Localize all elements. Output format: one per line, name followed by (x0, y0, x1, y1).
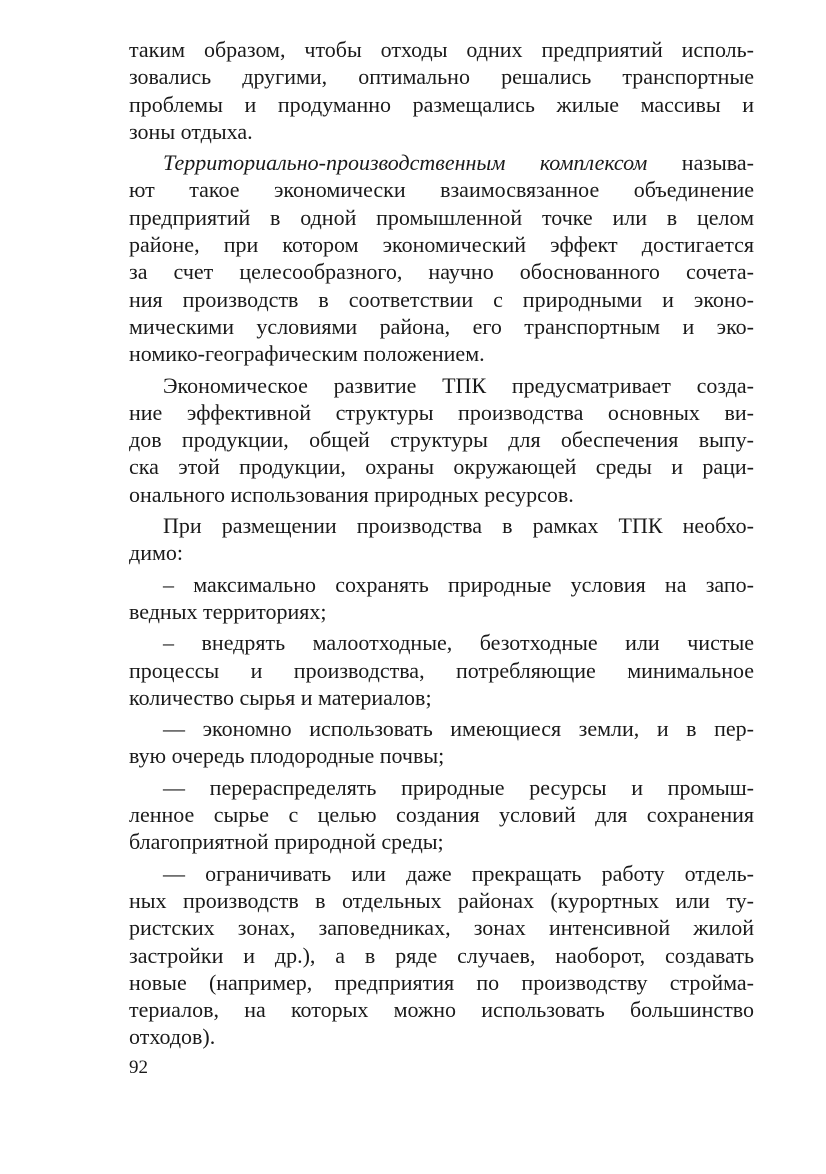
text-line: — перераспределять природные ресурсы и промыш- (163, 774, 754, 800)
text-line: ленное сырье с целью создания условий для сохранения (129, 802, 754, 828)
text-line: димо: (129, 540, 184, 566)
paragraph-placement-intro (129, 512, 754, 567)
text-line: мическими условиями района, его транспортным и эко- (129, 313, 754, 339)
text-line: застройки и др.), а в ряде случаев, наоборот, создавать (129, 942, 754, 968)
text-line: количество сырья и материалов; (129, 684, 432, 710)
text-line: ска этой продукции, охраны окружающей среды и раци- (129, 454, 754, 480)
text-line: за счет целесообразного, научно обоснованного сочета- (129, 259, 754, 285)
text-line: ристских зонах, заповедниках, зонах интенсивной жилой (129, 915, 754, 941)
text-line: отходов). (129, 1024, 216, 1050)
text-line (129, 149, 754, 176)
list-item (129, 774, 754, 856)
text-line: предприятий в одной промышленной точке или в целом (129, 204, 754, 230)
page-body (129, 36, 754, 1051)
text-line: ния производств в соответствии с природными и эконо- (129, 286, 754, 312)
text-line: При размещении производства в рамках ТПК необхо- (163, 513, 754, 539)
text-line: — экономно использовать имеющиеся земли, и в пер- (163, 716, 754, 742)
text-line: дов продукции, общей структуры для обеспечения выпу- (129, 427, 754, 453)
text-line: номико-географическим положением. (129, 341, 485, 367)
text-line: таким образом, чтобы отходы одних предприятий исполь- (129, 37, 754, 62)
page-number: 92 (129, 1057, 148, 1078)
text-line: ют такое экономически взаимосвязанное объединение (129, 177, 754, 203)
text-line: ние эффективной структуры производства основных ви- (129, 399, 754, 425)
defined-term: Территориально-производственным комплексом (163, 150, 648, 176)
text-line: териалов, на которых можно использовать большинство (129, 997, 754, 1023)
text-line: зовались другими, оптимально решались транспортные (129, 64, 754, 90)
text-line: ведных территориях; (129, 598, 327, 624)
paragraph-tpk-development (129, 372, 754, 508)
text-line: проблемы и продуманно размещались жилые массивы и (129, 91, 754, 117)
text-fragment: называ- (647, 150, 754, 176)
text-line: — ограничивать или даже прекращать работу отдель- (163, 860, 754, 886)
text-line: зоны отдыха. (129, 118, 253, 144)
text-line: Экономическое развитие ТПК предусматривает созда- (163, 372, 754, 398)
text-line: – внедрять малоотходные, безотходные или чистые (163, 630, 754, 656)
list-item (129, 571, 754, 626)
text-line: процессы и производства, потребляющие минимальное (129, 657, 754, 683)
list-item (129, 629, 754, 711)
paragraph-tpk-definition (129, 149, 754, 367)
text-line: ных производств в отдельных районах (курортных или ту- (129, 887, 754, 913)
list-item (129, 715, 754, 770)
paragraph-continuation (129, 36, 754, 145)
text-line: вую очередь плодородные почвы; (129, 743, 445, 769)
text-line: благоприятной природной среды; (129, 829, 444, 855)
text-line: – максимально сохранять природные условия на запо- (163, 571, 754, 597)
text-line: районе, при котором экономический эффект достигается (129, 232, 754, 258)
text-line: онального использования природных ресурсов. (129, 481, 574, 507)
text-line: новые (например, предприятия по производству стройма- (129, 969, 754, 995)
list-item (129, 860, 754, 1051)
